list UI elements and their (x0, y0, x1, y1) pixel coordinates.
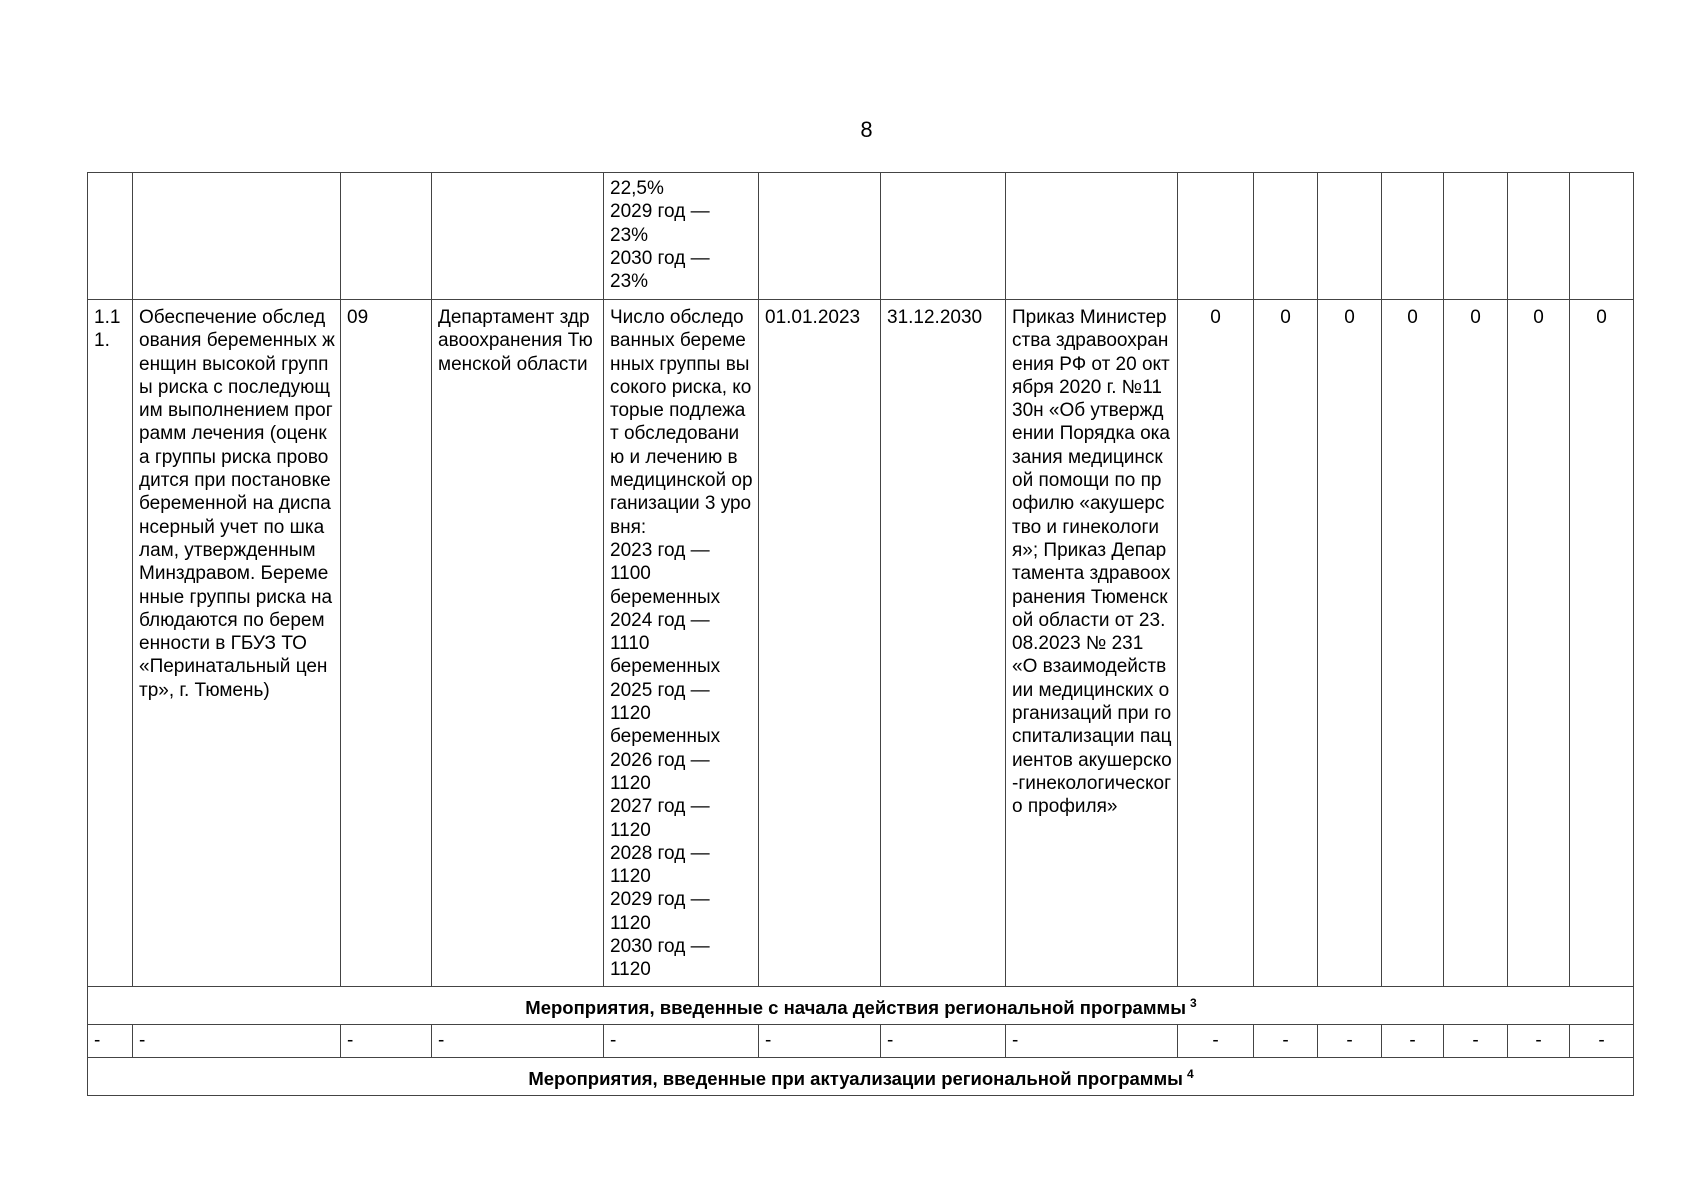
row-value: 0 (1570, 300, 1634, 987)
cell-end-date (881, 173, 1006, 300)
cell-dash: - (1508, 1024, 1570, 1057)
row-end-date: 31.12.2030 (881, 300, 1006, 987)
cell-dash: - (1318, 1024, 1382, 1057)
cell-dash: - (1006, 1024, 1178, 1057)
cell-document (1006, 173, 1178, 300)
page-number: 8 (860, 117, 873, 142)
row-value: 0 (1254, 300, 1318, 987)
row-code: 09 (341, 300, 432, 987)
cell-value (1318, 173, 1382, 300)
cell-dash: - (1254, 1024, 1318, 1057)
cell-dash: - (881, 1024, 1006, 1057)
cell-dash: - (1570, 1024, 1634, 1057)
table-row-empty (88, 1024, 1634, 1057)
row-value: 0 (1382, 300, 1444, 987)
section-title: Мероприятия, введенные при актуализации региональной программы $^4$ (88, 1057, 1634, 1095)
cell-description (133, 173, 341, 300)
section-header-update (88, 1057, 1634, 1095)
cell-dash: - (759, 1024, 881, 1057)
cell-dash: - (341, 1024, 432, 1057)
cell-value (1254, 173, 1318, 300)
continuation-row (88, 173, 1634, 300)
cell-value (1570, 173, 1634, 300)
table-row-1-1-1 (88, 300, 1634, 987)
footnote-marker: 4 (1186, 1066, 1194, 1081)
cell-dash: - (1382, 1024, 1444, 1057)
cell-dash: - (604, 1024, 759, 1057)
cell-dash: - (88, 1024, 133, 1057)
row-number: 1.1 1. (88, 300, 133, 987)
section-header-start (88, 986, 1634, 1024)
cell-indicator: 22,5% 2029 год — 23% 2030 год — 23% (604, 173, 759, 300)
row-document: Приказ Министерства здравоохранения РФ от 20 октября 2020 г. №1130н «Об утверждении Порядка оказания медицинской помощи по профилю «акушерство и гинекология»; Приказ Департамента здравоохранения Тюменской области от 23.08.2023 № 231 «О взаимодействии медицинских организаций при госпитализации пациентов акушерско-гинекологического профиля» (1006, 300, 1178, 987)
row-responsible: Департамент здравоохранения Тюменской области (432, 300, 604, 987)
cell-dash: - (133, 1024, 341, 1057)
row-start-date: 01.01.2023 (759, 300, 881, 987)
row-value: 0 (1444, 300, 1508, 987)
section-title: Мероприятия, введенные с начала действия региональной программы $^3$ (88, 986, 1634, 1024)
program-table (87, 172, 1634, 1096)
cell-value (1178, 173, 1254, 300)
cell-code (341, 173, 432, 300)
cell-dash: - (1178, 1024, 1254, 1057)
cell-start-date (759, 173, 881, 300)
cell-dash: - (432, 1024, 604, 1057)
row-value: 0 (1508, 300, 1570, 987)
cell-value (1382, 173, 1444, 300)
cell-value (1508, 173, 1570, 300)
footnote-marker: 3 (1190, 995, 1197, 1010)
row-value: 0 (1318, 300, 1382, 987)
cell-dash: - (1444, 1024, 1508, 1057)
cell-responsible (432, 173, 604, 300)
row-value: 0 (1178, 300, 1254, 987)
cell-number (88, 173, 133, 300)
row-description: Обеспечение обследования беременных женщин высокой группы риска с последующим выполнением программ лечения (оценка группы риска проводится при постановке беременной на диспансерный учет по шкалам, утвержденным Минздравом. Беременные группы риска наблюдаются по беременности в ГБУЗ ТО «Перинатальный центр», г. Тюмень) (133, 300, 341, 987)
cell-value (1444, 173, 1508, 300)
row-indicator: Число обследованных беременных группы высокого риска, которые подлежат обследованию и лечению в медицинской организации 3 уровня: 2023 год — 1100 беременных 2024 год — 1110 беременных 2025 год — 1120 беременных 2026 год — 1120 2027 год — 1120 2028 год — 1120 2029 год — 1120 2030 год — 1120 (604, 300, 759, 987)
